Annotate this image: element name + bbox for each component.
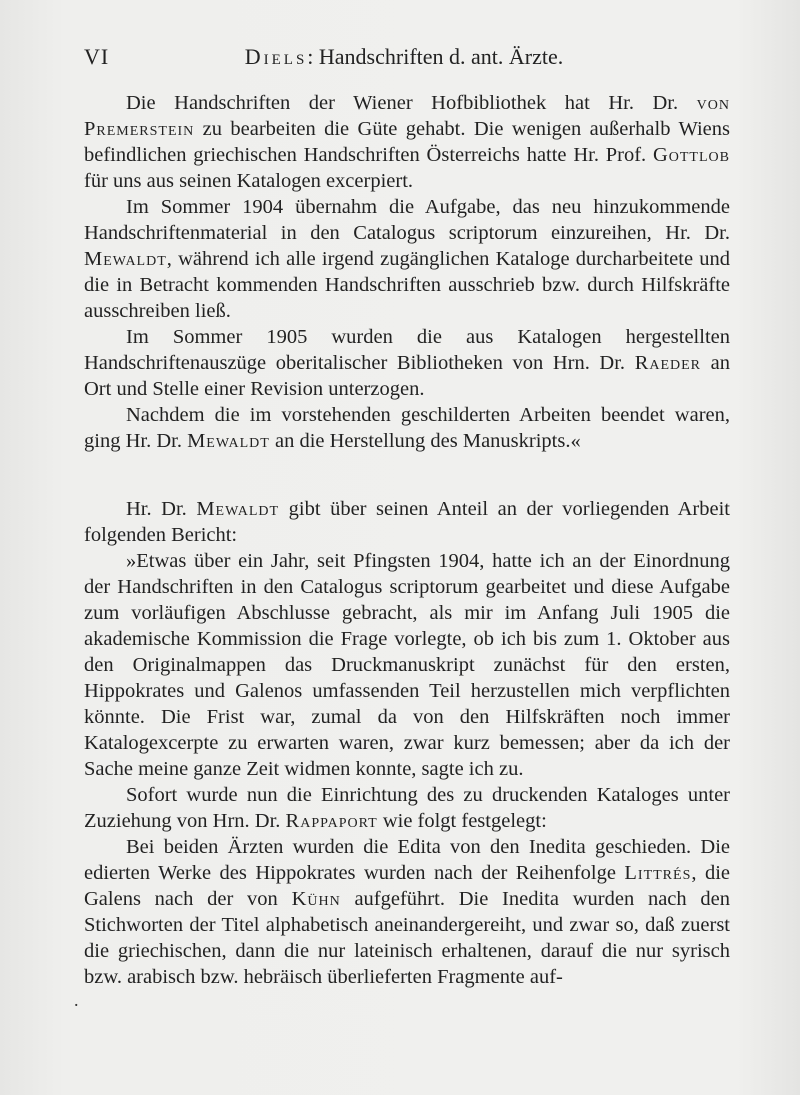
person-name: Mewaldt: [196, 498, 280, 520]
person-name: Gottlob: [652, 144, 730, 166]
person-name: Kühn: [291, 888, 341, 910]
text-run: zu bearbeiten die Güte gehabt. Die wenigen außerhalb Wiens befindlichen griechischen Handschriften Österreichs hatte Hr. Prof.: [84, 118, 730, 166]
text-run: wie folgt festgelegt:: [377, 810, 547, 832]
paragraph-3: [84, 324, 730, 402]
text-run: an Ort und Stelle einer Revision unterzogen.: [84, 352, 730, 400]
running-title-author: Diels: [244, 44, 308, 69]
paragraph-5: [84, 496, 730, 548]
paragraph-6: [84, 548, 730, 782]
paragraph-7: [84, 782, 730, 834]
paragraph-1: [84, 90, 730, 194]
running-title-rest: : Handschriften d. ant. Ärzte.: [307, 44, 564, 69]
person-name: Mewaldt: [187, 430, 270, 452]
person-name: Mewaldt: [84, 248, 167, 270]
text-run: »Etwas über ein Jahr, seit Pfingsten 1904, hatte ich an der Einordnung der Handschriften in den Catalogus scriptorum gearbeitet und diese Aufgabe zum vorläufigen Abschlusse gebracht, als mir im Anfang Juli 1905 die akademische Kommission die Frage vorlegte, ob ich bis zum 1. Oktober aus den Originalmappen das Druckmanuskript zunächst für den ersten, Hippokrates und Galenos umfassenden Teil herzustellen mich verpflichten könnte. Die Frist war, zumal da von den Hilfskräften noch immer Katalogexcerpte zu erwarten waren, zwar kurz bemessen; aber da ich der Sache meine ganze Zeit widmen konnte, sagte ich zu.: [84, 550, 730, 780]
text-run: Im Sommer 1905 wurden die aus Katalogen hergestellten Handschriftenauszüge oberitalischer Bibliotheken von Hrn. Dr.: [84, 326, 730, 374]
paragraph-4: [84, 402, 730, 454]
text-run: aufgeführt. Die Inedita wurden nach den Stichworten der Titel alphabetisch aneinandergereiht, und zwar so, daß zuerst die griechischen, dann die nur lateinisch erhaltenen, darauf die nur syrisch bzw. arabisch bzw. hebräisch überlieferten Fragmente auf-: [84, 888, 730, 988]
person-name: von Premerstein: [84, 92, 730, 140]
text-run: Hr. Dr.: [126, 498, 197, 520]
page-number: VI: [84, 44, 110, 69]
body-text: [84, 90, 730, 990]
text-run: Sofort wurde nun die Einrichtung des zu druckenden Kataloges unter Zuziehung von Hrn. Dr.: [84, 784, 730, 832]
person-name: Littrés: [624, 862, 692, 884]
person-name: Rappaport: [285, 810, 378, 832]
text-run: Im Sommer 1904 übernahm die Aufgabe, das neu hinzukommende Handschriftenmaterial in den Catalogus scriptorum einzureihen, Hr. Dr.: [84, 196, 730, 244]
text-run: , die Galens nach der von: [84, 862, 730, 910]
text-run: an die Herstellung des Manuskripts.«: [269, 430, 581, 452]
margin-mark: .: [74, 990, 79, 1010]
running-header: [84, 44, 724, 78]
text-run: gibt über seinen Anteil an der vorliegenden Arbeit folgenden Bericht:: [84, 498, 730, 546]
person-name: Raeder: [634, 352, 702, 374]
text-run: , während ich alle irgend zugänglichen Kataloge durcharbeitete und die in Betracht kommenden Handschriften ausschrieb bzw. durch Hilfskräfte ausschreiben ließ.: [84, 248, 730, 322]
running-title: [84, 44, 724, 70]
paragraph-2: [84, 194, 730, 324]
paragraph-8: [84, 834, 730, 990]
text-run: Bei beiden Ärzten wurden die Edita von den Inedita geschieden. Die edierten Werke des Hippokrates wurden nach der Reihenfolge: [84, 836, 730, 884]
text-run: Nachdem die im vorstehenden geschilderten Arbeiten beendet waren, ging Hr. Dr.: [84, 404, 730, 452]
text-run: Die Handschriften der Wiener Hofbibliothek hat Hr. Dr.: [126, 92, 697, 114]
text-run: für uns aus seinen Katalogen excerpiert.: [84, 170, 414, 192]
